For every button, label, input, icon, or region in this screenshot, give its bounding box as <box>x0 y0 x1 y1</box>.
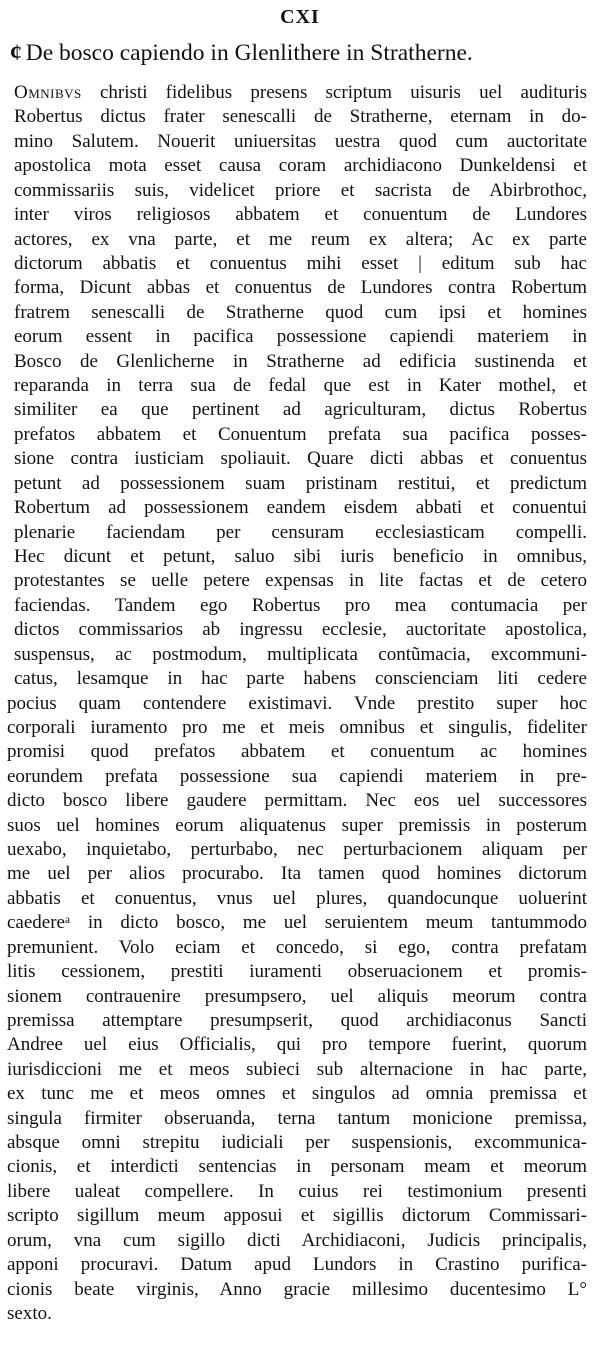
heading-text: De bosco capiendo in Glenlithere in Stratherne. <box>25 40 473 66</box>
opening-word: Omnibvs <box>14 82 82 103</box>
charter-number: CXI <box>280 6 320 28</box>
text-line: suspensus, ac postmodum, multiplicata contũmacia, excommuni- <box>14 643 587 665</box>
line-text: christi fidelibus presens scriptum uisuris uel audituris <box>81 82 587 103</box>
text-line: Robertum ad possessionem eandem eisdem abbati et conuentui <box>14 497 587 519</box>
text-line: sexto. <box>7 1303 52 1324</box>
text-line: protestantes se uelle petere expensas in lite factas et de cetero <box>14 570 587 592</box>
text-line: sionem contrauenire presumpsero, uel aliquis meorum contra <box>7 985 587 1007</box>
text-line: reparanda in terra sua de fedal que est in Kater mothel, et <box>14 375 587 397</box>
text-line: Bosco de Glenlicherne in Stratherne ad edificia sustinenda et <box>14 350 587 372</box>
text-line: similiter ea que pertinent ad agriculturam, dictus Robertus <box>14 399 587 421</box>
text-line: Andree uel eius Officialis, qui pro tempore fuerint, quorum <box>7 1034 587 1056</box>
text-line: Hec dicunt et petunt, saluo sibi iuris beneficio in omnibus, <box>14 545 587 567</box>
text-line: corporali iuramento pro me et meis omnibus et singulis, fideliter <box>7 716 587 738</box>
text-line: sione contra iusticiam spoliauit. Quare dicti abbas et conuentus <box>14 448 587 470</box>
text-line: promisi quod prefatos abbatem et conuentum ac homines <box>7 741 587 763</box>
text-line: apponi procuravi. Datum apud Lundors in Crastino purifica- <box>7 1254 587 1276</box>
text-line: me uel per alios procurabo. Ita tamen quod homines dictorum <box>7 863 587 885</box>
text-line: premunient. Volo eciam et concedo, si ego, contra prefatam <box>7 936 587 958</box>
text-line: forma, Dicunt abbas et conuentus de Lundores contra Robertum <box>14 277 587 299</box>
text-line: litis cessionem, prestiti iuramenti obseruacionem et promis- <box>7 961 587 983</box>
text-line: eorum essent in pacifica possessione capiendi materiem in <box>14 326 587 348</box>
text-line: mino Salutem. Nouerit uniuersitas uestra quod cum auctoritate <box>14 130 587 152</box>
text-line: fratrem senescalli de Stratherne quod cum ipsi et homines <box>14 301 587 323</box>
text-line: singula firmiter obseruanda, terna tantum monicione premissa, <box>7 1107 587 1129</box>
text-line: caedereᵃ in dicto bosco, me uel seruientem meum tantummodo <box>7 912 587 934</box>
text-line <box>14 81 587 105</box>
text-line: dictorum abbatis et conuentus mihi esset | editum sub hac <box>14 252 587 274</box>
text-line: suos uel homines eorum aliquatenus super premissis in posterum <box>7 814 587 836</box>
text-line: cionis, et interdicti sentencias in personam meam et meorum <box>7 1156 587 1178</box>
text-line: iurisdiccioni me et meos subieci sub alternacione in hac parte, <box>7 1058 587 1080</box>
text-line: catus, lesamque in hac parte habens conscienciam liti cedere <box>14 668 587 690</box>
text-line: libere ualeat compellere. In cuius rei testimonium presenti <box>7 1180 587 1202</box>
text-line: dicto bosco libere gaudere permittam. Nec eos uel successores <box>7 790 587 812</box>
text-line: ex tunc me et meos omnes et singulos ad omnia premissa et <box>7 1083 587 1105</box>
text-line: scripto sigillum meum apposui et sigillis dictorum Commissari- <box>7 1205 587 1227</box>
paragraph-mark: ¢ <box>10 40 22 66</box>
text-line: abbatis et conuentus, vnus uel plures, quandocunque uoluerint <box>7 887 587 909</box>
text-line: commissariis suis, videlicet priore et sacrista de Abirbrothoc, <box>14 179 587 201</box>
text-line: actores, ex vna parte, et me reum ex altera; Ac ex parte <box>14 228 587 250</box>
text-line: cionis beate virginis, Anno gracie millesimo ducentesimo L° <box>7 1278 587 1300</box>
text-line: uexabo, inquietabo, perturbabo, nec perturbacionem aliquam per <box>7 839 587 861</box>
text-line: orum, vna cum sigillo dicti Archidiaconi, Judicis principalis, <box>7 1229 587 1251</box>
text-line: apostolica mota esset causa coram archidiacono Dunkeldensi et <box>14 155 587 177</box>
text-line: premissa attemptare presumpserit, quod archidiaconus Sancti <box>7 1009 587 1031</box>
text-line: inter viros religiosos abbatem et conuentum de Lundores <box>14 204 587 226</box>
text-line: petunt ad possessionem suam pristinam restitui, et predictum <box>14 472 587 494</box>
text-line: prefatos abbatem et Conuentum prefata sua pacifica posses- <box>14 423 587 445</box>
text-line: pocius quam contendere existimavi. Vnde prestito super hoc <box>7 692 587 714</box>
text-line: dictos commissarios ab ingressu ecclesie, auctoritate apostolica, <box>14 619 587 641</box>
text-line: eorundem prefata possessione sua capiendi materiem in pre- <box>7 765 587 787</box>
text-line: plenarie faciendam per censuram ecclesiasticam compelli. <box>14 521 587 543</box>
text-line: absque omni strepitu iudiciali per suspensionis, excommunica- <box>7 1132 587 1154</box>
charter-heading <box>10 40 473 67</box>
text-line: Robertus dictus frater senescalli de Stratherne, eternam in do- <box>14 106 587 128</box>
text-line: faciendas. Tandem ego Robertus pro mea contumacia per <box>14 594 587 616</box>
